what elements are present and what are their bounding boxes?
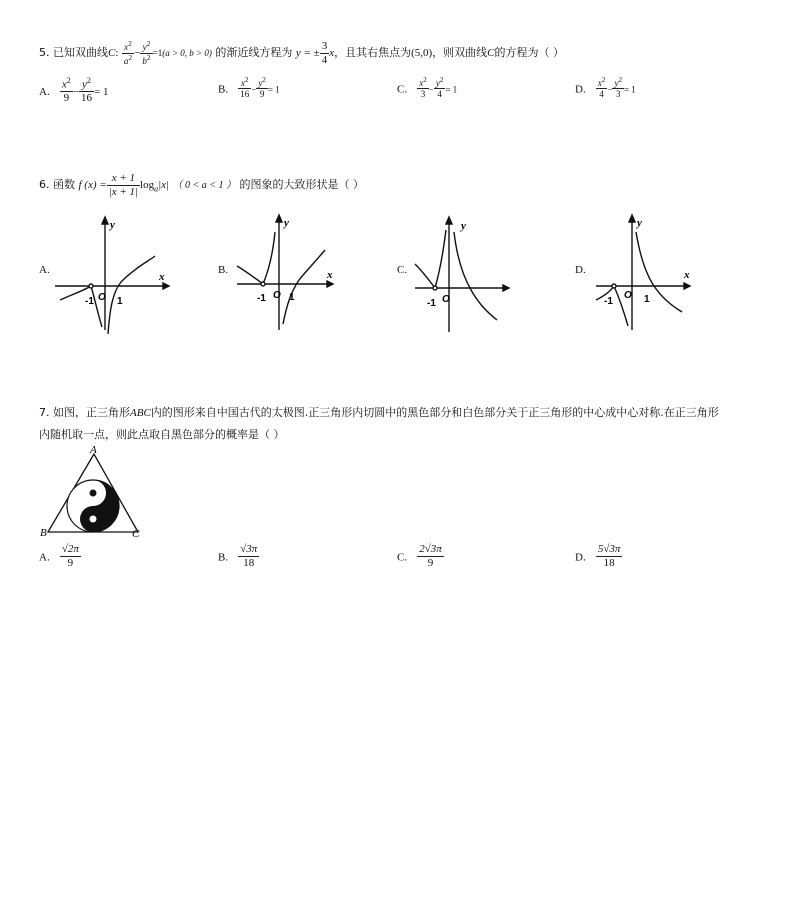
q7-option-c[interactable]	[397, 543, 444, 569]
x-axis-label: x	[684, 269, 690, 281]
q5-option-b[interactable]: B. $\frac{x^2}{16}$ − $\frac{y^2}{9}$ = 1	[218, 76, 280, 100]
tick-neg1: -1	[257, 293, 266, 304]
curve-left	[415, 230, 446, 288]
q7-number: 7.	[39, 406, 50, 419]
q5-option-d-label: D.	[575, 83, 586, 96]
q5-option-a-label: A.	[39, 85, 50, 98]
q7-stem-line-2: 内随机取一点，则此点取自黑色部分的概率是（ ）	[39, 428, 285, 441]
q5-text-5: 的方程为（ ）	[494, 46, 564, 60]
q6-graph-b[interactable]	[235, 212, 350, 341]
q7-option-a-frac: $\frac{√2\pi}{9}$	[61, 543, 79, 569]
q6-graph-c[interactable]	[413, 212, 528, 341]
q5-number: 5.	[39, 46, 50, 60]
q7-option-d[interactable]	[575, 543, 622, 569]
q6-option-c-label[interactable]: C.	[397, 264, 408, 276]
q7-option-d-frac: $\frac{5√3\pi}{18}$	[597, 543, 621, 569]
q5-asymptote-frac: $\frac{3}{4}$	[321, 40, 328, 66]
q6-text-1: 函数	[53, 178, 75, 192]
q5-option-c-eq: = 1	[445, 84, 458, 95]
x-arrow-icon	[503, 285, 509, 291]
q5-option-d[interactable]: D. $\frac{x^2}{4}$ − $\frac{y^2}{3}$ = 1	[575, 76, 636, 100]
y-arrow-icon	[446, 217, 452, 224]
q6-graph-a-svg	[55, 212, 170, 337]
q6-frac: $\frac{x + 1}{|x + 1|}$	[108, 172, 139, 198]
tick-1: 1	[644, 294, 650, 305]
q5-option-a-frac1: $\frac{x^2}{9}$	[61, 76, 71, 105]
q5-option-b-label: B.	[218, 83, 229, 96]
q5-option-c-frac2: $\frac{y^2}{4}$	[435, 76, 444, 100]
q7-text-2: 内的图形来自中国古代的太极图.正三角形内切圆中的黑色部分和白色部分关于正三角形的中心成中心对称.在正三角形	[150, 406, 719, 419]
q5-stem: 5. 已知双曲线C: $\frac{x^2}{a^2}$ − $\frac{y^2}{b^2}$ =1(a > 0, b > 0) 的渐近线方程为 y = ± $\frac{3}{4}$ x，且其右焦点为(5,0)，则双曲线C的方程为（ ）	[39, 39, 564, 66]
q5-stem-frac-x: $\frac{x^2}{a^2}$	[123, 39, 133, 66]
q5-text-3: ，且其右焦点为	[334, 46, 412, 60]
q5-option-c-label: C.	[397, 83, 408, 96]
q7-option-a[interactable]	[39, 543, 81, 569]
x-arrow-icon	[684, 283, 690, 289]
q6-option-a-label[interactable]: A.	[39, 264, 50, 276]
q5-stem-frac-y: $\frac{y^2}{b^2}$	[142, 39, 151, 66]
q7-abc: ABC	[130, 407, 151, 419]
q6-fx: f (x) =	[78, 179, 107, 192]
q7-option-d-label: D.	[575, 551, 586, 564]
q7-figure	[38, 444, 148, 548]
y-axis-label: y	[110, 219, 115, 231]
tick-neg1: -1	[604, 296, 613, 307]
tick-neg1: -1	[427, 298, 436, 309]
q5-option-d-eq: = 1	[623, 84, 636, 95]
curve-left	[60, 286, 102, 327]
q6-condition: （ 0 < a < 1 ）	[172, 180, 237, 192]
q7-option-c-label: C.	[397, 551, 408, 564]
hole-marker	[612, 284, 616, 288]
q7-text-1: 如图，正三角形	[53, 406, 130, 419]
q6-graph-a[interactable]	[55, 212, 170, 341]
y-axis-label: y	[284, 217, 289, 229]
q7-stem-line-1	[39, 404, 719, 420]
q6-absx: |x|	[158, 179, 170, 192]
q6-log-base: a	[154, 184, 159, 194]
q7-option-b[interactable]	[218, 543, 259, 569]
q6-option-b-label[interactable]: B.	[218, 264, 229, 276]
curve-right	[636, 232, 682, 312]
q6-log: log	[140, 179, 155, 192]
q6-option-d-label[interactable]: D.	[575, 264, 586, 276]
tick-1: 1	[289, 292, 295, 303]
black-dot	[90, 490, 97, 497]
origin-label: O	[442, 294, 450, 305]
q5-asymptote: y = ±	[295, 47, 320, 60]
tick-neg1: -1	[85, 296, 94, 307]
y-arrow-icon	[276, 215, 282, 222]
q5-focus: (5,0)	[411, 47, 433, 60]
origin-label: O	[273, 290, 281, 301]
origin-label: O	[624, 290, 632, 301]
q6-graph-c-svg	[413, 212, 528, 337]
white-dot	[90, 516, 97, 523]
q5-option-a-eq: = 1	[93, 85, 109, 98]
y-arrow-icon	[629, 215, 635, 222]
x-arrow-icon	[327, 281, 333, 287]
x-arrow-icon	[163, 283, 169, 289]
q5-c-label: C	[108, 47, 116, 60]
q7-option-b-frac: $\frac{√3\pi}{18}$	[240, 543, 258, 569]
y-arrow-icon	[102, 217, 108, 224]
q6-stem	[39, 172, 364, 198]
curve-right	[454, 232, 497, 320]
q6-number: 6.	[39, 178, 50, 192]
q6-graph-d-svg	[592, 212, 707, 337]
q7-option-a-label: A.	[39, 551, 50, 564]
q5-text-1: 已知双曲线	[53, 46, 108, 60]
q6-text-2: 的图象的大致形状是（ ）	[239, 178, 365, 192]
hole-marker	[433, 286, 437, 290]
curve-right	[283, 250, 325, 324]
q7-option-c-frac: $\frac{2√3\pi}{9}$	[419, 543, 442, 569]
curve-left	[237, 232, 275, 284]
origin-label: O	[98, 292, 106, 303]
q5-option-c-frac1: $\frac{x^2}{3}$	[419, 76, 427, 100]
q5-text-2: 的渐近线方程为	[215, 46, 293, 60]
tick-1: 1	[117, 296, 123, 307]
q5-option-a-frac2: $\frac{y^2}{16}$	[80, 76, 92, 105]
q5-option-d-frac1: $\frac{x^2}{4}$	[597, 76, 606, 100]
vertex-c-label: C	[132, 528, 140, 540]
q5-condition: (a > 0, b > 0)	[162, 48, 212, 59]
q7-option-b-label: B.	[218, 551, 229, 564]
y-axis-label: y	[637, 217, 642, 229]
y-axis-label: y	[461, 220, 466, 232]
q5-option-a[interactable]: A. $\frac{x^2}{9}$ − $\frac{y^2}{16}$ = 1	[39, 76, 109, 105]
curve-right	[108, 256, 155, 334]
vertex-a-label: A	[90, 444, 97, 456]
vertex-b-label: B	[40, 527, 47, 539]
hole-marker	[261, 282, 265, 286]
q7-triangle-figure	[38, 444, 148, 544]
q5-option-b-frac2: $\frac{y^2}{9}$	[258, 76, 266, 100]
q5-c-label-2: C	[487, 47, 495, 60]
x-axis-label: x	[159, 271, 165, 283]
q5-asymptote-x: x	[329, 47, 335, 60]
q5-option-c[interactable]: C. $\frac{x^2}{3}$ − $\frac{y^2}{4}$ = 1	[397, 76, 458, 100]
q6-graph-d[interactable]	[592, 212, 707, 341]
q5-option-d-frac2: $\frac{y^2}{3}$	[614, 76, 622, 100]
q5-option-b-frac1: $\frac{x^2}{16}$	[240, 76, 250, 100]
x-axis-label: x	[327, 269, 333, 281]
q5-option-b-eq: = 1	[267, 84, 280, 95]
q5-text-4: ，则双曲线	[432, 46, 488, 60]
q6-graph-b-svg	[235, 212, 350, 337]
hole-marker	[89, 284, 93, 288]
